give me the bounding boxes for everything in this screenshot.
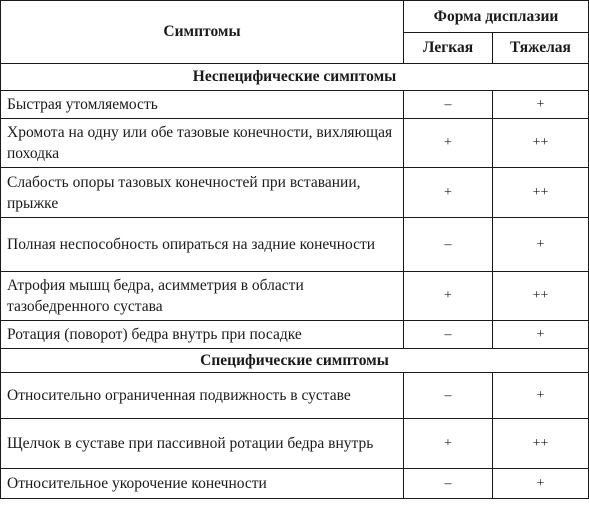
mild-form-header: Легкая: [404, 33, 493, 64]
symptoms-header: Симптомы: [1, 1, 404, 64]
mild-value-cell: +: [404, 272, 493, 321]
symptom-cell: Ротация (поворот) бедра внутрь при посадке: [1, 321, 404, 349]
table-row: [1, 168, 589, 218]
mild-value-cell: –: [404, 91, 493, 119]
symptom-cell: Атрофия мышц бедра, асимметрия в области тазобедренного сустава: [1, 272, 404, 321]
severe-value-cell: ++: [493, 272, 589, 321]
symptom-cell: Полная неспособность опираться на задние конечности: [1, 218, 404, 272]
mild-value-cell: –: [404, 469, 493, 499]
symptom-cell: Щелчок в суставе при пассивной ротации бедра внутрь: [1, 419, 404, 469]
mild-value-cell: –: [404, 373, 493, 419]
severe-value-cell: ++: [493, 168, 589, 218]
mild-value-cell: +: [404, 419, 493, 469]
section-title-nonspecific: Неспецифические симптомы: [1, 64, 589, 91]
table-row: [1, 321, 589, 349]
severe-value-cell: +: [493, 91, 589, 119]
table-row: [1, 469, 589, 499]
dysplasia-form-header: Форма дисплазии: [404, 1, 589, 33]
mild-value-cell: +: [404, 119, 493, 168]
symptom-cell: Относительное укорочение конечности: [1, 469, 404, 499]
table-row: [1, 373, 589, 419]
severe-value-cell: ++: [493, 419, 589, 469]
symptom-cell: Хромота на одну или обе тазовые конечности, вихляющая походка: [1, 119, 404, 168]
table-row: [1, 119, 589, 168]
table-row: [1, 91, 589, 119]
table-row: [1, 419, 589, 469]
severe-value-cell: +: [493, 218, 589, 272]
mild-value-cell: +: [404, 168, 493, 218]
severe-value-cell: +: [493, 321, 589, 349]
symptom-cell: Слабость опоры тазовых конечностей при вставании, прыжке: [1, 168, 404, 218]
severe-value-cell: +: [493, 373, 589, 419]
mild-value-cell: –: [404, 321, 493, 349]
symptom-cell: Быстрая утомляемость: [1, 91, 404, 119]
mild-value-cell: –: [404, 218, 493, 272]
section-title-specific: Специфические симптомы: [1, 349, 589, 373]
severe-value-cell: ++: [493, 119, 589, 168]
severe-value-cell: +: [493, 469, 589, 499]
table-row: [1, 272, 589, 321]
table-row: [1, 218, 589, 272]
severe-form-header: Тяжелая: [493, 33, 589, 64]
symptom-cell: Относительно ограниченная подвижность в суставе: [1, 373, 404, 419]
